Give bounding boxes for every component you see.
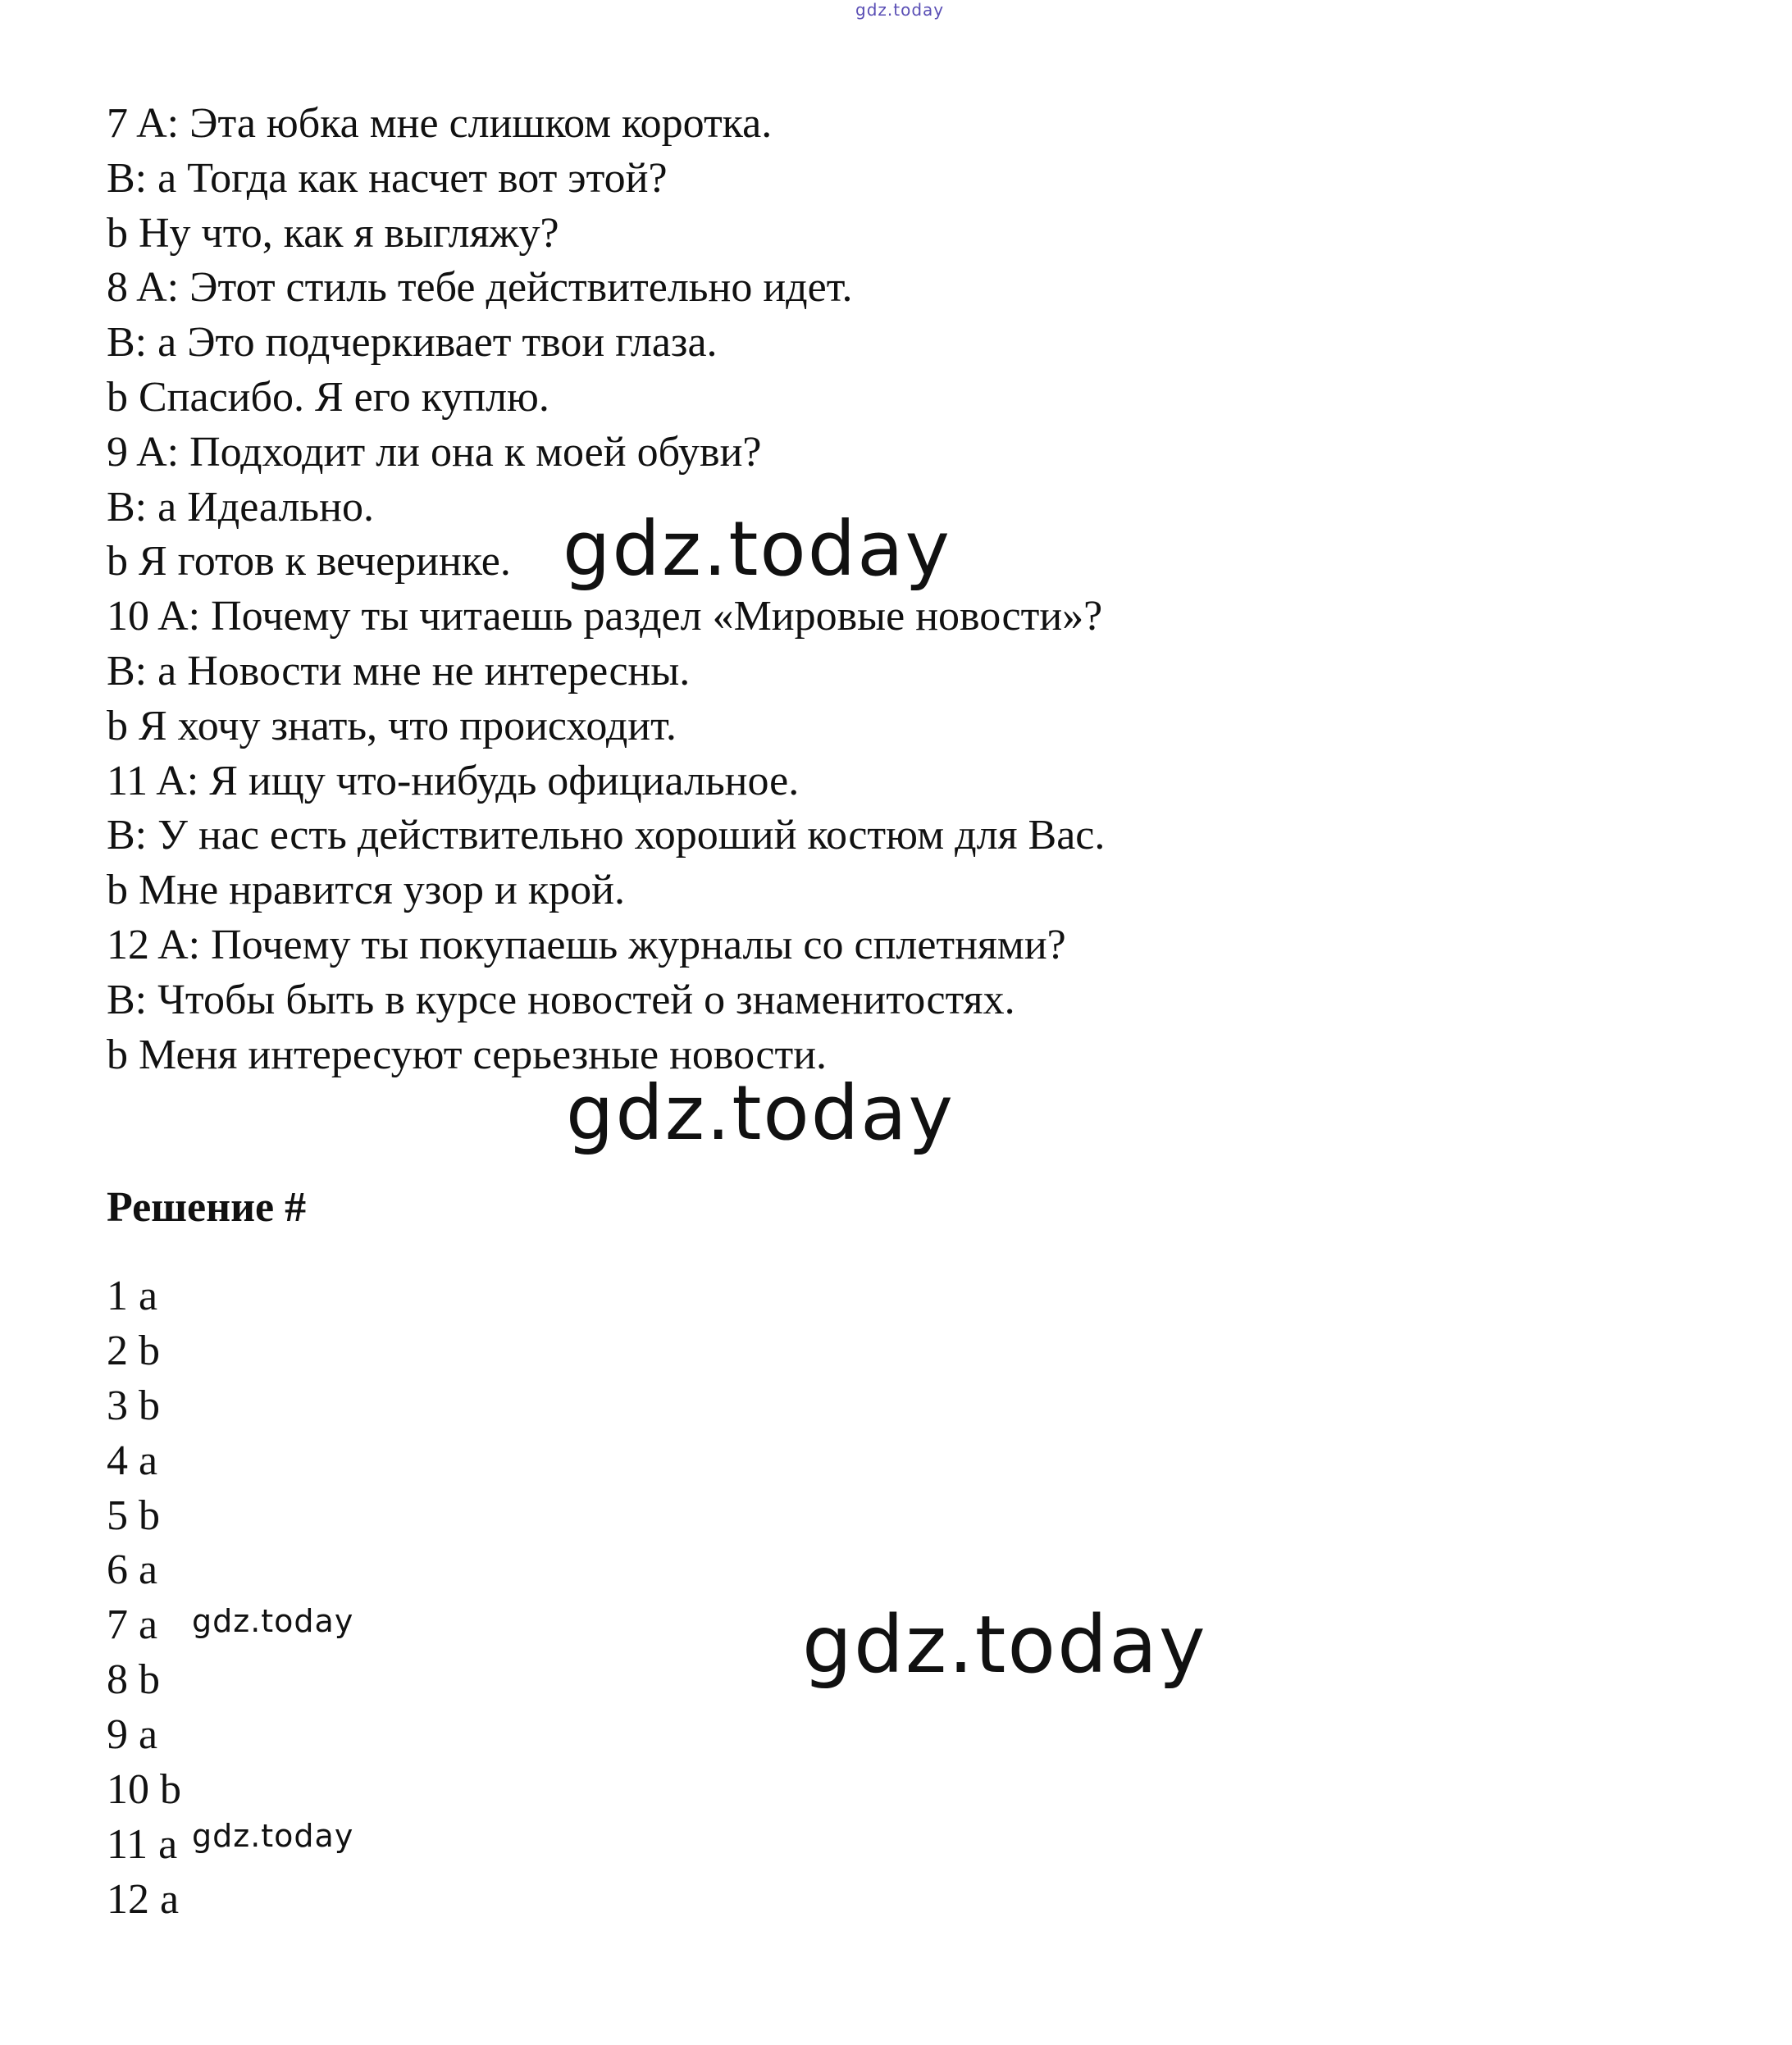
dialogue-line: b Я готов к вечеринке.: [107, 538, 511, 585]
dialogue-line: 10 A: Почему ты читаешь раздел «Мировые новости»?: [107, 593, 1103, 640]
answer-item: 6 a: [107, 1546, 158, 1594]
answer-item: 2 b: [107, 1327, 160, 1374]
answer-item: 7 a: [107, 1601, 158, 1649]
dialogue-line: B: a Это подчеркивает твои глаза.: [107, 319, 718, 367]
answer-item: 3 b: [107, 1382, 160, 1429]
dialogue-line: b Я хочу знать, что происходит.: [107, 702, 677, 749]
dialogue-line: 11 A: Я ищу что-нибудь официальное.: [107, 757, 800, 804]
watermark-large: gdz.today: [566, 1069, 955, 1157]
dialogue-line: 9 A: Подходит ли она к моей обуви?: [107, 428, 762, 476]
dialogue-line: B: a Идеально.: [107, 483, 374, 531]
answers-list: [107, 1269, 181, 1928]
dialogue-line: b Спасибо. Я его куплю.: [107, 373, 549, 421]
dialogue-line: 7 A: Эта юбка мне слишком коротка.: [107, 100, 773, 147]
answer-item: 10 b: [107, 1766, 181, 1814]
dialogue-line: b Меня интересуют серьезные новости.: [107, 1031, 828, 1078]
solution-heading: Решение #: [107, 1184, 307, 1231]
dialogue-line: B: a Тогда как насчет вот этой?: [107, 154, 668, 202]
dialogue-line: B: У нас есть действительно хороший костюм для Вас.: [107, 812, 1106, 859]
watermark-large: gdz.today: [563, 505, 951, 593]
answer-item: 1 a: [107, 1273, 158, 1319]
dialogue-line: B: Чтобы быть в курсе новостей о знаменитостях.: [107, 976, 1015, 1023]
answer-item: 12 a: [107, 1875, 180, 1923]
dialogue-line: 12 A: Почему ты покупаешь журналы со сплетнями?: [107, 921, 1066, 968]
answer-item: 9 a: [107, 1711, 158, 1759]
watermark-top: gdz.today: [855, 0, 945, 20]
dialogue-line: B: a Новости мне не интересны.: [107, 647, 691, 695]
watermark-small: gdz.today: [192, 1818, 354, 1854]
answer-item: 8 b: [107, 1656, 160, 1704]
answer-item: 5 b: [107, 1492, 160, 1539]
answer-item: 11 a: [107, 1820, 178, 1868]
dialogue-line: b Мне нравится узор и крой.: [107, 867, 625, 914]
dialogue-line: 8 A: Этот стиль тебе действительно идет.: [107, 264, 853, 312]
answer-item: 4 a: [107, 1437, 158, 1484]
dialogue-line: b Ну что, как я выгляжу?: [107, 209, 559, 257]
watermark-small: gdz.today: [192, 1603, 354, 1639]
watermark-large: gdz.today: [802, 1599, 1207, 1691]
